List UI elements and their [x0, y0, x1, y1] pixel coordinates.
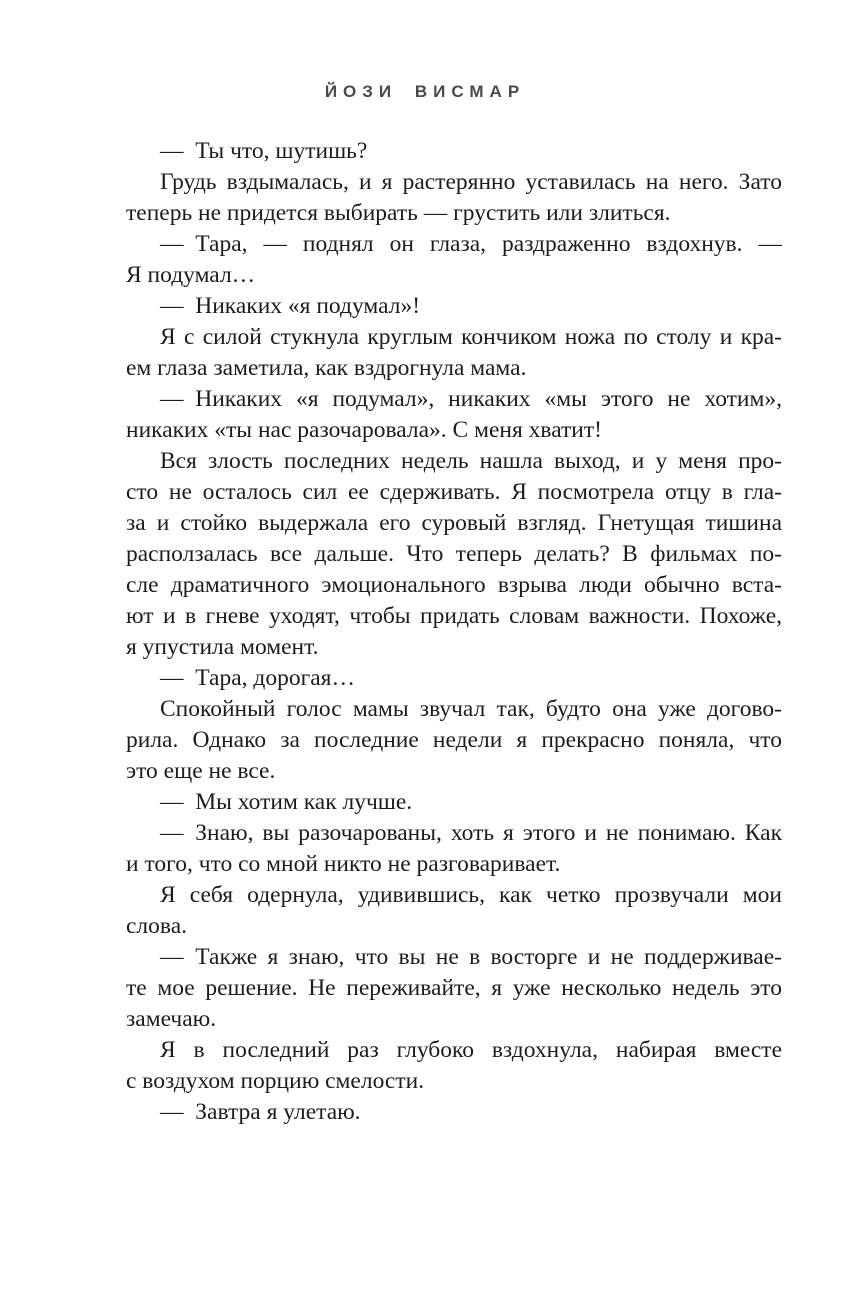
text-block: [126, 136, 782, 1128]
paragraph: [126, 663, 782, 694]
paragraph: [126, 167, 782, 229]
text-line: — Мы хотим как лучше.: [160, 789, 413, 815]
paragraph: [126, 694, 782, 787]
text-line: я упустила момент.: [126, 634, 319, 660]
text-line: Вся злость последних недель нашла выход, и у меня про-: [160, 448, 782, 474]
paragraph: [126, 291, 782, 322]
paragraph: [126, 942, 782, 1035]
text-line: теперь не придется выбирать — грустить или злиться.: [126, 200, 671, 226]
text-line: те мое решение. Не переживайте, я уже несколько недель это: [126, 975, 782, 1001]
paragraph: [126, 322, 782, 384]
text-line: рила. Однако за последние недели я прекрасно поняла, что: [126, 727, 782, 753]
text-line: это еще не все.: [126, 758, 276, 784]
text-line: расползалась все дальше. Что теперь делать? В фильмах по-: [126, 541, 782, 567]
text-line: Спокойный голос мамы звучал так, будто она уже догово-: [160, 696, 782, 722]
paragraph: [126, 1035, 782, 1097]
text-line: сле драматичного эмоционального взрыва люди обычно вста-: [126, 572, 782, 598]
text-line: никаких «ты нас разочаровала». С меня хватит!: [126, 417, 602, 443]
paragraph: [126, 136, 782, 167]
paragraph: [126, 1097, 782, 1128]
paragraph: [126, 818, 782, 880]
paragraph: [126, 229, 782, 291]
text-line: Я себя одернула, удивившись, как четко прозвучали мои: [160, 882, 782, 908]
text-line: — Знаю, вы разочарованы, хоть я этого и не понимаю. Как: [160, 820, 782, 846]
text-line: — Ты что, шутишь?: [160, 138, 368, 164]
text-line: Я подумал…: [126, 262, 256, 288]
text-line: — Тара, — поднял он глаза, раздраженно вздохнув. —: [160, 231, 782, 257]
paragraph: [126, 880, 782, 942]
paragraph: [126, 446, 782, 663]
text-line: — Также я знаю, что вы не в восторге и не поддерживае-: [160, 944, 782, 970]
text-line: за и стойко выдержала его суровый взгляд. Гнетущая тишина: [126, 510, 782, 536]
text-line: — Тара, дорогая…: [160, 665, 355, 691]
text-line: ем глаза заметила, как вздрогнула мама.: [126, 355, 527, 381]
text-line: — Никаких «я подумал», никаких «мы этого не хотим»,: [160, 386, 782, 412]
text-line: сто не осталось сил ее сдерживать. Я посмотрела отцу в гла-: [126, 479, 782, 505]
text-line: слова.: [126, 913, 187, 939]
text-line: замечаю.: [126, 1006, 217, 1032]
running-head-author: ЙОЗИ ВИСМАР: [324, 82, 526, 101]
paragraph: [126, 787, 782, 818]
paragraph: [126, 384, 782, 446]
text-line: Я с силой стукнула круглым кончиком ножа по столу и кра-: [160, 324, 782, 350]
text-line: Я в последний раз глубоко вздохнула, набирая вместе: [160, 1037, 782, 1063]
text-line: и того, что со мной никто не разговаривает.: [126, 851, 561, 877]
text-line: — Завтра я улетаю.: [160, 1099, 361, 1125]
text-line: — Никаких «я подумал»!: [160, 293, 421, 319]
text-line: с воздухом порцию смелости.: [126, 1068, 425, 1094]
text-line: Грудь вздымалась, и я растерянно уставилась на него. Зато: [160, 169, 782, 195]
text-line: ют и в гневе уходят, чтобы придать словам важности. Похоже,: [126, 603, 782, 629]
